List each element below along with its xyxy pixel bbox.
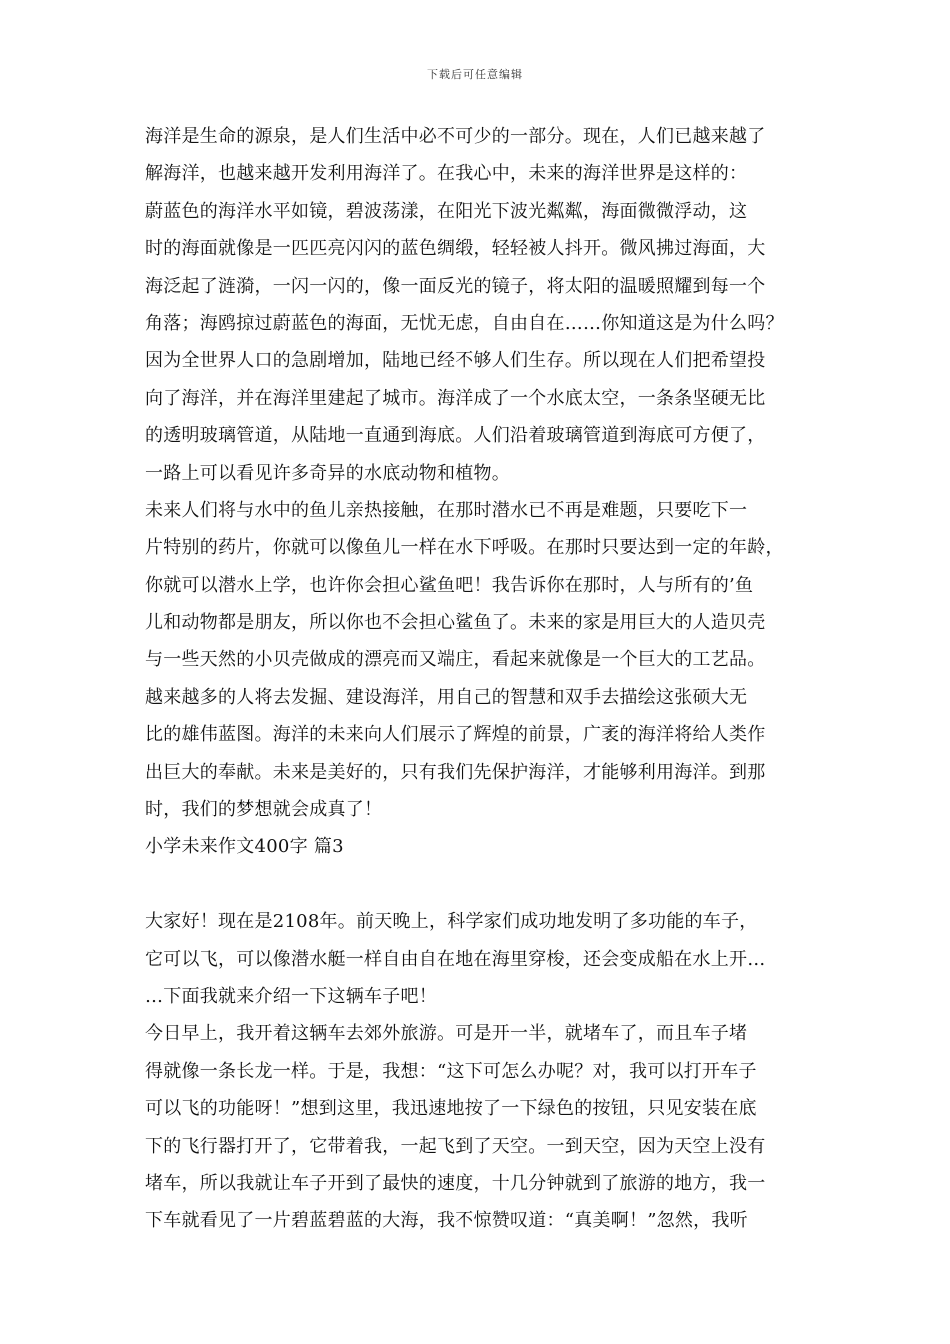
text-line: 得就像一条长龙一样。于是，我想：“这下可怎么办呢？对，我可以打开车子 <box>145 1060 757 1082</box>
text-line: 的透明玻璃管道，从陆地一直通到海底。人们沿着玻璃管道到海底可方便了， <box>145 425 766 447</box>
text-line: 与一些天然的小贝壳做成的漂亮而又端庄，看起来就像是一个巨大的工艺品。 <box>145 649 766 671</box>
text-line: 下车就看见了一片碧蓝碧蓝的大海，我不惊赞叹道：“真美啊！”忽然，我听 <box>145 1210 748 1232</box>
text-line: 片特别的药片，你就可以像鱼儿一样在水下呼吸。在那时只要达到一定的年龄， <box>145 537 784 559</box>
text-line: 时，我们的梦想就会成真了！ <box>145 799 383 821</box>
text-line: 因为全世界人口的急剧增加，陆地已经不够人们生存。所以现在人们把希望投 <box>145 350 766 372</box>
text-line: 它可以飞，可以像潜水艇一样自由自在地在海里穿梭，还会变成船在水上开… <box>145 948 766 970</box>
text-line: 一路上可以看见许多奇异的水底动物和植物。 <box>145 462 510 484</box>
text-line: 出巨大的奉献。未来是美好的，只有我们先保护海洋，才能够利用海洋。到那 <box>145 761 766 783</box>
text-line: 大家好！现在是2108年。前天晚上，科学家们成功地发明了多功能的车子， <box>145 911 758 933</box>
text-line: 你就可以潜水上学，也许你会担心鲨鱼吧！我告诉你在那时，人与所有的’鱼 <box>145 574 754 596</box>
text-line: 可以飞的功能呀！”想到这里，我迅速地按了一下绿色的按钮，只见安装在底 <box>145 1098 757 1120</box>
text-line: 下的飞行器打开了，它带着我，一起飞到了天空。一到天空，因为天空上没有 <box>145 1135 766 1157</box>
text-line: 向了海洋，并在海洋里建起了城市。海洋成了一个水底太空，一条条坚硬无比 <box>145 387 766 409</box>
text-line: 未来人们将与水中的鱼儿亲热接触，在那时潜水已不再是难题，只要吃下一 <box>145 499 748 521</box>
text-line: 角落；海鸥掠过蔚蓝色的海面，无忧无虑，自由自在……你知道这是为什么吗？ <box>145 312 784 334</box>
text-line: 比的雄伟蓝图。海洋的未来向人们展示了辉煌的前景，广袤的海洋将给人类作 <box>145 724 766 746</box>
text-line: 越来越多的人将去发掘、建设海洋，用自己的智慧和双手去描绘这张硕大无 <box>145 686 748 708</box>
text-line: 海洋是生命的源泉，是人们生活中必不可少的一部分。现在，人们已越来越了 <box>145 126 766 147</box>
text-line: 今日早上，我开着这辆车去郊外旅游。可是开一半，就堵车了，而且车子堵 <box>145 1023 748 1045</box>
text-line: 堵车，所以我就让车子开到了最快的速度，十几分钟就到了旅游的地方，我一 <box>145 1172 766 1194</box>
text-line: …下面我就来介绍一下这辆车子吧！ <box>145 985 437 1007</box>
article-body <box>145 118 805 1240</box>
page-header: 下载后可任意编辑 <box>427 68 523 81</box>
blank-line <box>145 866 805 903</box>
text-line: 蔚蓝色的海洋水平如镜，碧波荡漾，在阳光下波光粼粼，海面微微浮动，这 <box>145 200 748 222</box>
text-line: 解海洋，也越来越开发利用海洋了。在我心中，未来的海洋世界是这样的： <box>145 163 748 185</box>
section-heading: 小学未来作文400字 篇3 <box>145 836 344 858</box>
text-line: 儿和动物都是朋友，所以你也不会担心鲨鱼了。未来的家是用巨大的人造贝壳 <box>145 612 766 634</box>
text-line: 海泛起了涟漪，一闪一闪的，像一面反光的镜子，将太阳的温暖照耀到每一个 <box>145 275 766 297</box>
text-line: 时的海面就像是一匹匹亮闪闪的蓝色绸缎，轻轻被人抖开。微风拂过海面，大 <box>145 238 766 260</box>
